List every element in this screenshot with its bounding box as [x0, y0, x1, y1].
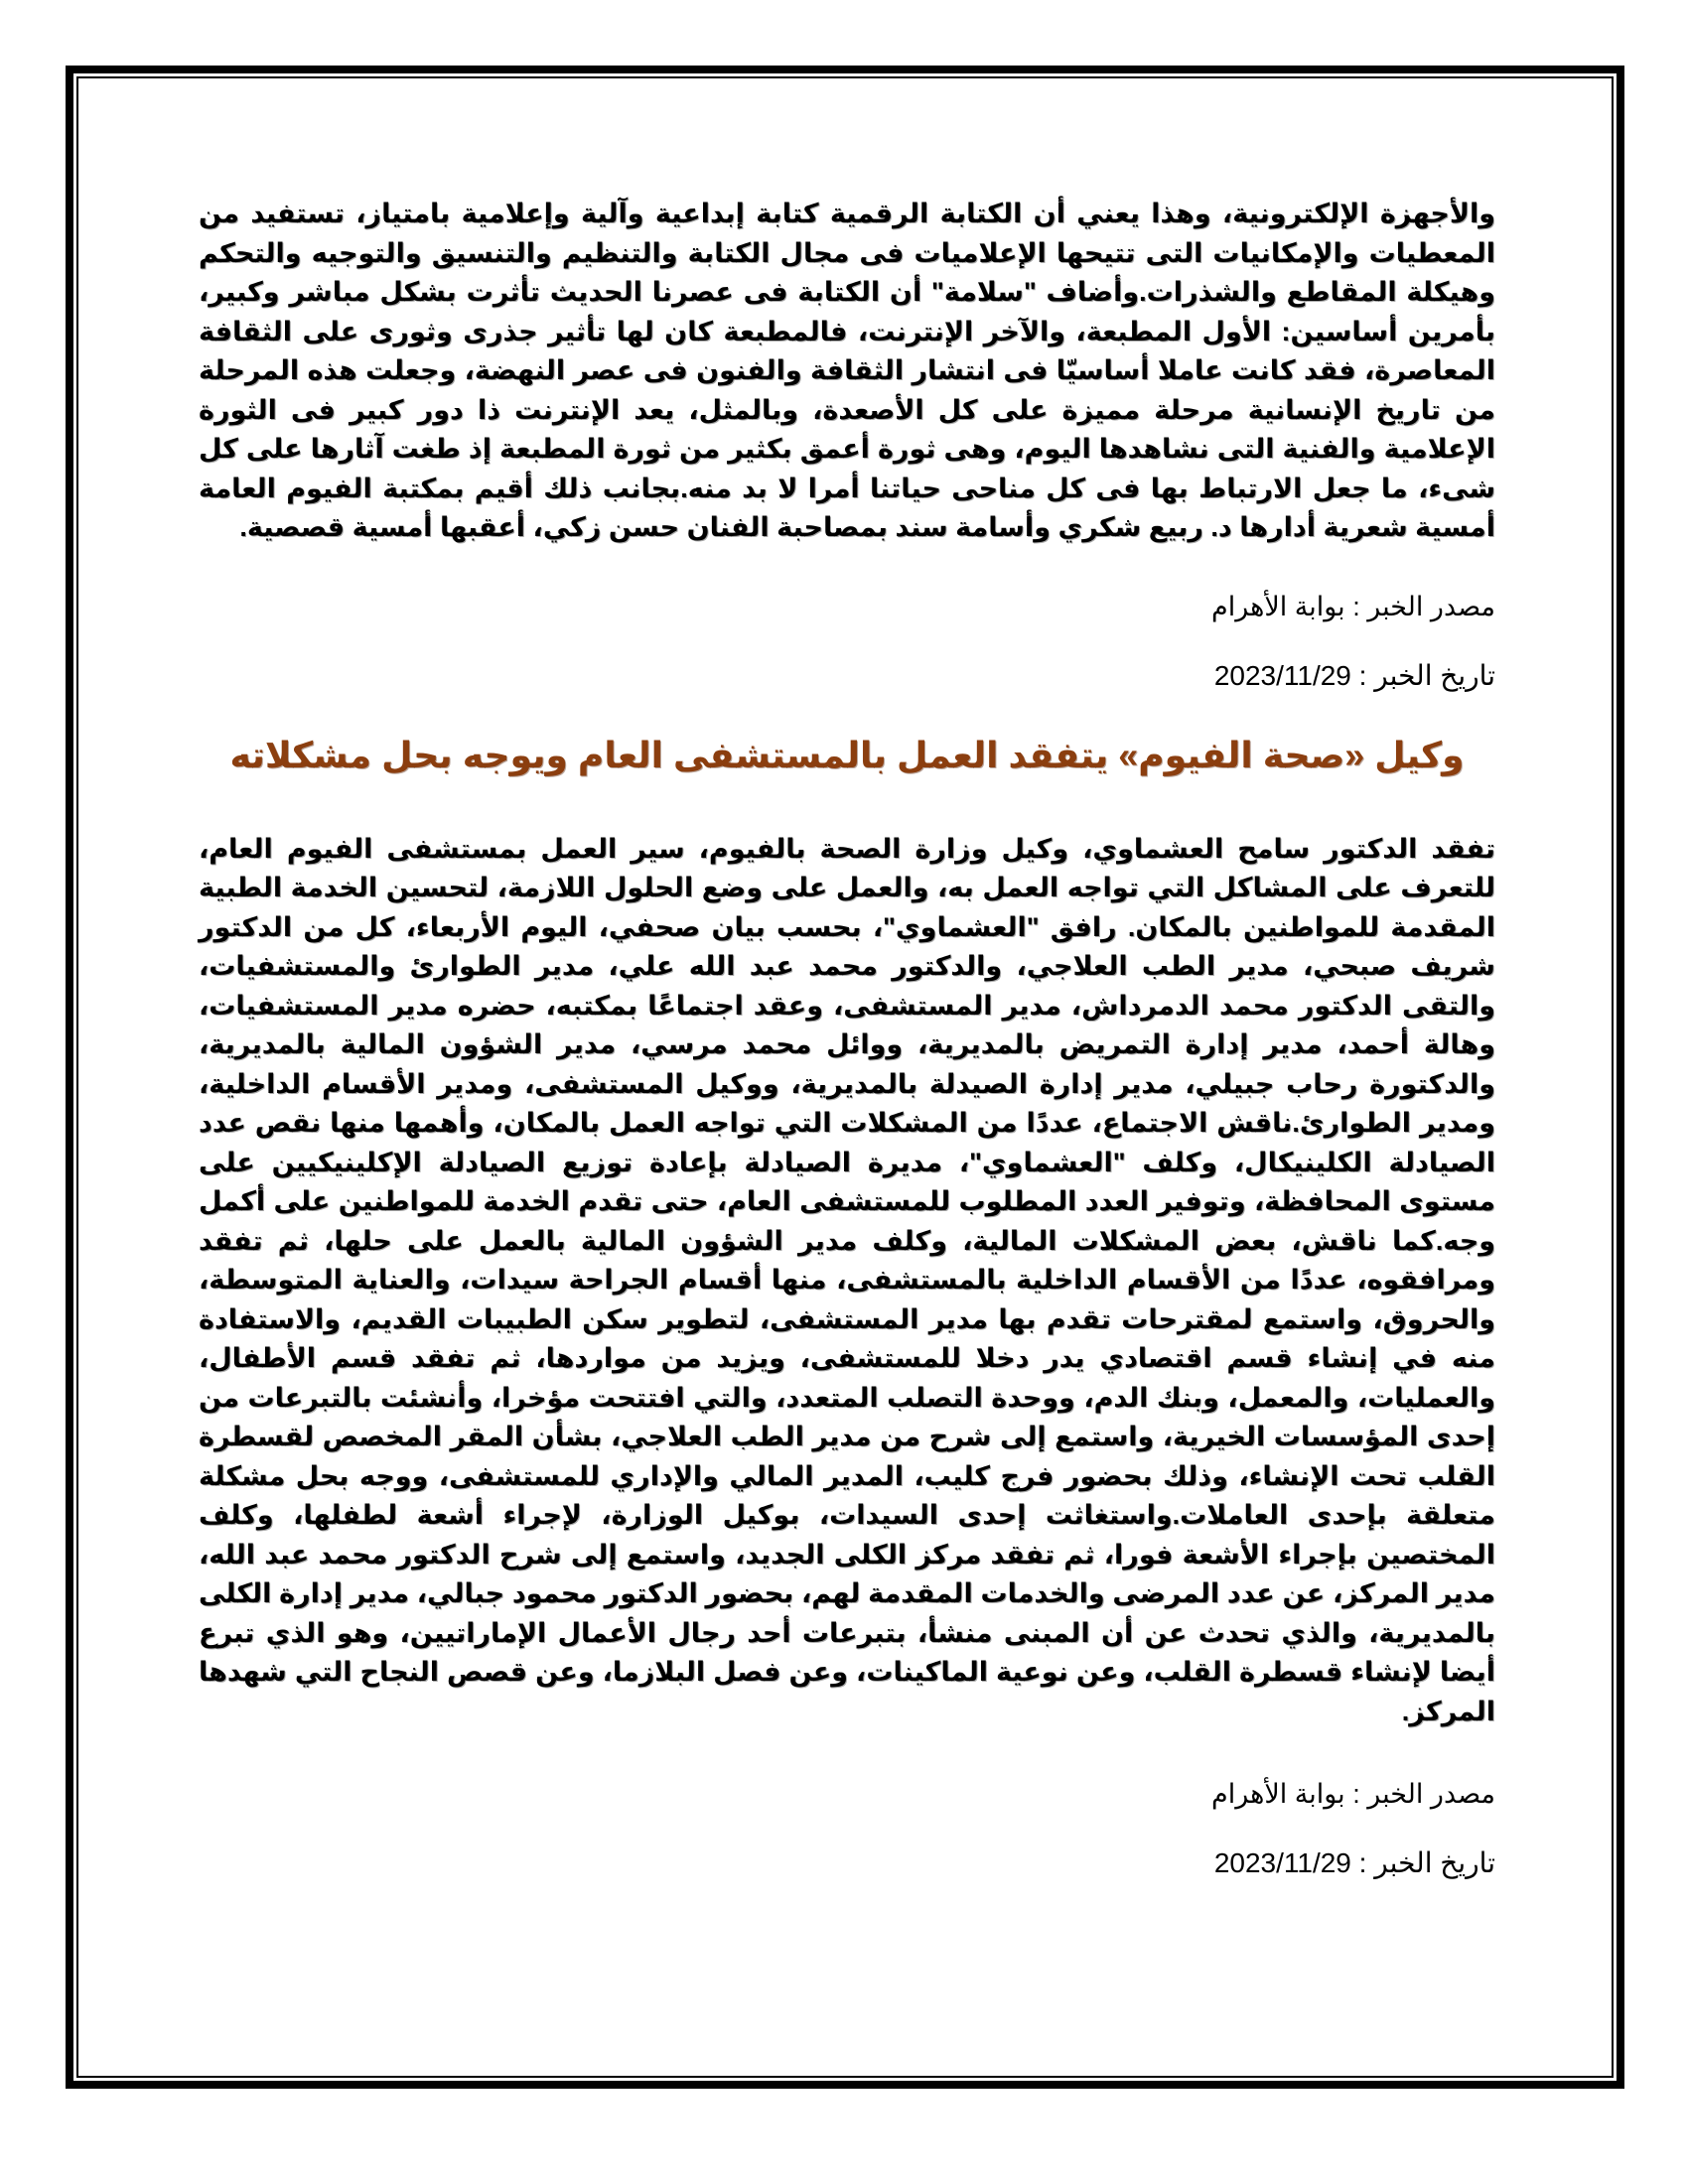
- article-2-headline: وكيل «صحة الفيوم» يتفقد العمل بالمستشفى العام ويوجه بحل مشكلاته: [229, 734, 1465, 775]
- article-2-body: تفقد الدكتور سامح العشماوي، وكيل وزارة الصحة بالفيوم، سير العمل بمستشفى الفيوم العام، للتعرف على المشاكل التي تواجه العمل به، والعمل على وضع الحلول اللازمة، لتحسين الخدمة الطبية المقدمة للمواطنين بالمكان. رافق "العشماوي"، بحسب بيان صحفي، اليوم الأربعاء، كل من الدكتور شريف صبحي، مدير الطب العلاجي، والدكتور محمد عبد الله علي، مدير الطوارئ والمستشفيات، والتقى الدكتور محمد الدمرداش، مدير المستشفى، وعقد اجتماعًا بمكتبه، حضره مدير المستشفيات، وهالة أحمد، مدير إدارة التمريض بالمديرية، ووائل محمد مرسي، مدير الشؤون المالية بالمديرية، والدكتورة رحاب جبيلي، مدير إدارة الصيدلة بالمديرية، ووكيل المستشفى، ومدير الأقسام الداخلية، ومدير الطوارئ.ناقش الاجتماع، عددًا من المشكلات التي تواجه العمل بالمكان، وأهمها منها نقص عدد الصيادلة الكلينيكال، وكلف "العشماوي"، مديرة الصيادلة بإعادة توزيع الصيادلة الإكلينيكيين على مستوى المحافظة، وتوفير العدد المطلوب للمستشفى العام، حتى تقدم الخدمة للمواطنين على أكمل وجه.كما ناقش، بعض المشكلات المالية، وكلف مدير الشؤون المالية بالعمل على حلها، ثم تفقد ومرافقوه، عددًا من الأقسام الداخلية بالمستشفى، منها أقسام الجراحة سيدات، والعناية المتوسطة، والحروق، واستمع لمقترحات تقدم بها مدير المستشفى، لتطوير سكن الطبيبات القديم، والاستفادة منه في إنشاء قسم اقتصادي يدر دخلا للمستشفى، ويزيد من مواردها، ثم تفقد قسم الأطفال، والعمليات، والمعمل، وبنك الدم، ووحدة التصلب المتعدد، والتي افتتحت مؤخرا، وأنشئت بالتبرعات من إحدى المؤسسات الخيرية، واستمع إلى شرح من مدير الطب العلاجي، بشأن المقر المخصص لقسطرة القلب تحت الإنشاء، وذلك بحضور فرج كليب، المدير المالي والإداري للمستشفى، ووجه بحل مشكلة متعلقة بإحدى العاملات.واستغاثت إحدى السيدات، بوكيل الوزارة، لإجراء أشعة لطفلها، وكلف المختصين بإجراء الأشعة فورا، ثم تفقد مركز الكلى الجديد، واستمع إلى شرح الدكتور محمد عبد الله، مدير المركز، عن عدد المرضى والخدمات المقدمة لهم، بحضور الدكتور محمود جبالي، مدير إدارة الكلى بالمديرية، والذي تحدث عن أن المبنى منشأ، بتبرعات أحد رجال الأعمال الإماراتيين، وهو الذي تبرع أيضا لإنشاء قسطرة القلب، وعن نوعية الماكينات، وعن فصل البلازما، وعن قصص النجاح التي شهدها المركز.: [199, 833, 1495, 1726]
- article-2-date: تاريخ الخبر : 2023/11/29: [1213, 1847, 1495, 1878]
- article-2-source: مصدر الخبر : بوابة الأهرام: [1210, 1779, 1495, 1809]
- article-1-source: مصدر الخبر : بوابة الأهرام: [1210, 591, 1495, 621]
- article-1-body: والأجهزة الإلكترونية، وهذا يعني أن الكتابة الرقمية كتابة إبداعية وآلية وإعلامية بامتياز، تستفيد من المعطيات والإمكانيات التى تتيحها الإعلاميات فى مجال الكتابة والتنظيم والتنسيق والتوجيه والتحكم وهيكلة المقاطع والشذرات.وأضاف "سلامة" أن الكتابة فى عصرنا الحديث تأثرت بشكل مباشر وكبير، بأمرين أساسين: الأول المطبعة، والآخر الإنترنت، فالمطبعة كان لها تأثير جذرى وثورى على الثقافة المعاصرة، فقد كانت عاملا أساسيّا فى انتشار الثقافة والفنون فى عصر النهضة، وجعلت هذه المرحلة من تاريخ الإنسانية مرحلة مميزة على كل الأصعدة، وبالمثل، يعد الإنترنت ذا دور كبير فى الثورة الإعلامية والفنية التى نشاهدها اليوم، وهى ثورة أعمق بكثير من ثورة المطبعة إذ طغت آثارها على كل شىء، ما جعل الارتباط بها فى كل مناحى حياتنا أمرا لا بد منه.بجانب ذلك أقيم بمكتبة الفيوم العامة أمسية شعرية أدارها د. ربيع شكري وأسامة سند بمصاحبة الفنان حسن زكي، أعقبها أمسية قصصية.: [199, 199, 1495, 542]
- article-1-date: تاريخ الخبر : 2023/11/29: [1213, 659, 1495, 691]
- document-content: [199, 195, 1495, 1880]
